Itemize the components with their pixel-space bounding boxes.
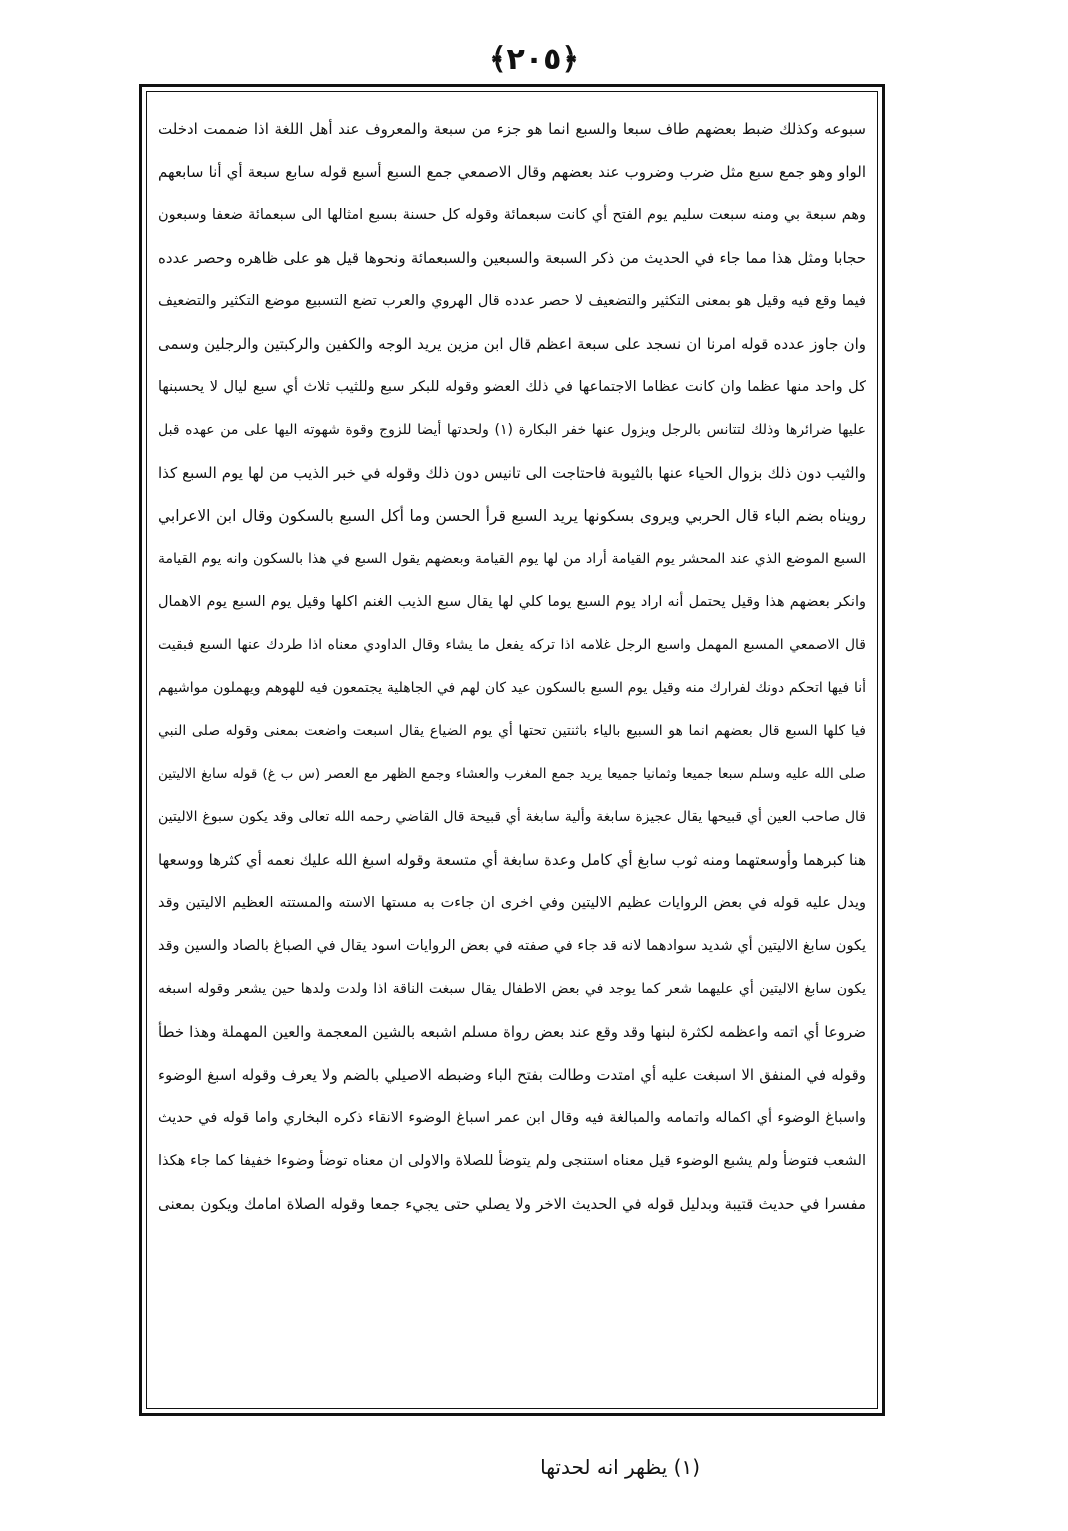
text-line-6: وان جاوز عدده قوله امرنا ان نسجد على سبعة اعظم قال ابن مزين يريد الوجه والكفين والركبتين والرجلين وسمى (158, 335, 866, 353)
text-line-18: هنا كبرهما وأوسعتهما ومنه ثوب سابغ أي كامل وعدة سابغة أي متسعة وقوله اسبغ الله عليك نعمه أي كثرها ووسعها (158, 851, 866, 869)
text-line-12: وانكر بعضهم هذا وقيل يحتمل أنه اراد يوم السبع يوما كلي لها يقال سبع الذيب الغنم اكلها وقيل يوم السبع يوم الاهمال (158, 594, 866, 610)
text-line-19: ويدل عليه قوله في بعض الروايات عظيم الاليتين وفي اخرى ان جاءت به مستها الاسته والمستته العظيم الاليتين وقد (158, 895, 866, 911)
text-line-21: يكون سابغ الاليتين أي عليهما شعر كما يوجد في بعض الاطفال يقال سبغت الناقة اذا ولدت ولدها حين يشعر وقوله اسبغه (158, 981, 866, 997)
footnote: (١) يظهر انه لحدتها (540, 1455, 700, 1479)
text-line-8: عليها ضرائرها وذلك لتتانس بالرجل ويزول عنها خفر البكارة (١) ولحدتها أيضا للزوج وقوة شهوته اليها على من عهده قبل (158, 422, 866, 438)
text-line-26: مفسرا في حديث قتيبة وبدليل قوله في الحديث الاخر ولا يصلي حتى يجيء جمعا وقوله الصلاة امامك ويكون بمعنى (158, 1195, 866, 1213)
text-line-3: وهم سبعة بي ومنه سبعت سليم يوم الفتح أي كانت سبعمائة وقوله كل حسنة بسبع امثالها الى سبعمائة ضعفا وسبعون (158, 207, 866, 223)
text-line-9: والثيب دون ذلك بزوال الحياء عنها بالثيوبة فاحتاجت الى تانيس دون ذلك وقوله في خبر الذيب من لها يوم السبع كذا (158, 464, 866, 482)
text-line-11: السبع الموضع الذي عند المحشر يوم القيامة أراد من لها يوم القيامة وبعضهم يقول السبع في هذا بالسكون وانه يوم القيامة (158, 551, 866, 567)
text-line-25: الشعب فتوضأ ولم يشبع الوضوء قيل معناه استنجى ولم يتوضأ للصلاة والاولى ان معناه توضأ وضوءا خفيفا كما جاء هكذا (158, 1153, 866, 1169)
text-line-15: فيا كلها السبع قال بعضهم انما هو السبيع بالياء باثنتين تحتها أي يوم الضياع يقال اسبعت واضعت بمعنى وقوله صلى النبي (158, 723, 866, 739)
main-text-block (158, 108, 866, 1398)
text-line-24: واسباغ الوضوء أي اكماله واتمامه والمبالغة فيه وقال ابن عمر اسباغ الوضوء الانقاء ذكره البخاري واما قوله في حديث (158, 1110, 866, 1126)
text-line-4: حجابا ومثل هذا مما جاء في الحديث من ذكر السبعة والسبعين والسبعمائة ونحوها قيل هو على ظاهره وحصر عدده (158, 249, 866, 267)
text-line-2: الواو وهو جمع سبع مثل ضرب وضروب عند بعضهم وقال الاصمعي جمع السبع أسبع قوله سابع سبعة أي أنا سابعهم (158, 163, 866, 181)
text-line-23: وقوله في المنفق الا اسبغت عليه أي امتدت وطالت بفتح الباء وضبطه الاصيلي بالضم ولا يعرف وقوله اسبغ الوضوء (158, 1066, 866, 1084)
text-line-22: ضروعا أي اتمه واعظمه لكثرة لبنها وقد وقع عند بعض رواة مسلم اشبعه بالشين المعجمة والعين المهملة وهذا خطأ (158, 1023, 866, 1041)
text-line-7: كل واحد منها عظما وان كانت عظاما الاجتماعها في ذلك العضو وقوله للبكر سبع وللثيب ثلاث أي سبع ليال لا يحسبنها (158, 379, 866, 395)
text-line-17: قال صاحب العين أي قبيحها يقال عجيزة سابغة وألية سابغة أي قبيحة قال القاضي رحمه الله تعالى وقد يكون سبوغ الاليتين (158, 809, 866, 825)
text-line-16: صلى الله عليه وسلم سبعا جميعا وثمانيا جميعا يريد جمع المغرب والعشاء وجمع الظهر مع العصر (س ب غ) قوله سابغ الاليتين (158, 766, 866, 782)
text-line-10: رويناه بضم الباء قال الحربي ويروى بسكونها يريد السبع قرأ الحسن وما أكل السبع بالسكون وقال ابن الاعرابي (158, 507, 866, 525)
text-line-20: يكون سابغ الاليتين أي شديد سوادهما لانه قد جاء في صفته في بعض الروايات اسود يقال في الصباغ بالصاد والسين وقد (158, 938, 866, 954)
text-line-13: قال الاصمعي المسبع المهمل واسبع الرجل غلامه اذا تركه يفعل ما يشاء وقال الداودي معناه اذا طردك عنها السبع فبقيت (158, 637, 866, 653)
page-number: ﴿٢٠٥﴾ (488, 42, 580, 77)
text-line-5: فيما وقع فيه وقيل هو بمعنى التكثير والتضعيف لا حصر عدده قال الهروي والعرب تضع التسبيع موضع التكثير والتضعيف (158, 293, 866, 309)
text-line-1: سبوعه وكذلك ضبط بعضهم طاف سبعا والسبع انما هو جزء من سبعة والمعروف عند أهل اللغة اذا ضممت ادخلت (158, 120, 866, 138)
text-line-14: أنا فيها اتحكم دونك لفرارك منه وقيل يوم السبع بالسكون عيد كان لهم في الجاهلية يجتمعون فيه للهوهم ويهملون مواشيهم (158, 680, 866, 696)
